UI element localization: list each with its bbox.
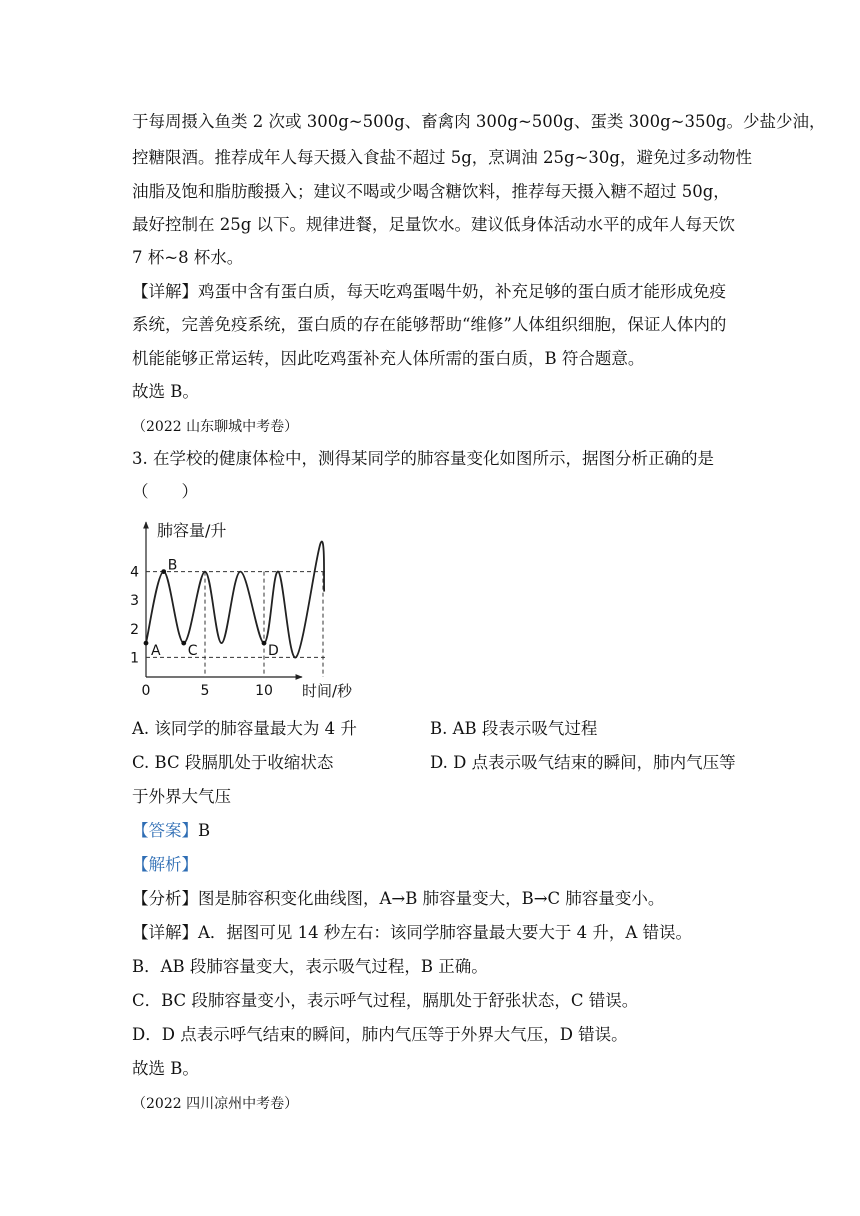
source-line-1: （2022 山东聊城中考卷） <box>132 419 299 435</box>
y-tick-4: 4 <box>130 564 139 581</box>
detail2-line-3: C．BC 段肺容量变小，表示呼气过程，膈肌处于舒张状态，C 错误。 <box>132 991 639 1010</box>
detail-line-2: 系统，完善免疫系统，蛋白质的存在能够帮助“维修”人体组织细胞，保证人体内的 <box>132 315 727 334</box>
point-label-d: D <box>268 643 279 660</box>
point-a <box>144 641 149 646</box>
y-tick-1: 1 <box>130 650 139 667</box>
intro-line-1: 于每周摄入鱼类 2 次或 300g~500g、畜禽肉 300g~500g、蛋类 300g~350g。少盐少油， <box>132 112 826 131</box>
intro-line-4: 最好控制在 25g 以下。规律进餐，足量饮水。建议低身体活动水平的成年人每天饮 <box>132 215 736 234</box>
question-stem: 3. 在学校的健康体检中，测得某同学的肺容量变化如图所示，据图分析正确的是 <box>132 449 714 468</box>
point-c <box>181 641 186 646</box>
x-tick-5: 5 <box>200 683 210 699</box>
intro-line-2: 控糖限酒。推荐成年人每天摄入食盐不超过 5g，烹调油 25g~30g，避免过多动物性 <box>132 148 752 167</box>
y-axis-label: 肺容量/升 <box>157 521 227 540</box>
y-tick-2: 2 <box>130 621 139 638</box>
detail-line-1: 【详解】鸡蛋中含有蛋白质，每天吃鸡蛋喝牛奶，补充足够的蛋白质才能形成免疫 <box>132 282 726 301</box>
point-d <box>262 641 267 646</box>
choose-line-2: 故选 B。 <box>132 1059 199 1078</box>
option-c: C. BC 段膈肌处于收缩状态 <box>132 753 334 772</box>
source-line-2: （2022 四川凉州中考卷） <box>132 1096 299 1112</box>
answer-line <box>132 820 210 842</box>
answer-tag: 【答案】 <box>132 821 198 840</box>
point-label-a: A <box>151 643 161 660</box>
question-paren: （ ） <box>132 482 198 501</box>
x-axis-label: 时间/秒 <box>302 682 353 700</box>
x-tick-10: 10 <box>255 683 273 699</box>
option-d-continued: 于外界大气压 <box>132 787 231 806</box>
x-tick-0: 0 <box>141 683 151 699</box>
option-a: A. 该同学的肺容量最大为 4 升 <box>132 719 357 738</box>
intro-line-5: 7 杯~8 杯水。 <box>132 248 244 267</box>
detail2-line-4: D．D 点表示呼气结束的瞬间，肺内气压等于外界大气压，D 错误。 <box>132 1025 628 1044</box>
option-b: B. AB 段表示吸气过程 <box>430 719 598 738</box>
option-d: D. D 点表示吸气结束的瞬间，肺内气压等 <box>430 753 736 772</box>
choose-line-1: 故选 B。 <box>132 382 199 401</box>
lung-volume-chart <box>128 515 378 705</box>
tick-labels <box>130 565 273 699</box>
y-tick-3: 3 <box>130 593 139 610</box>
point-label-b: B <box>167 557 178 574</box>
intro-line-3: 油脂及饱和脂肪酸摄入；建议不喝或少喝含糖饮料，推荐每天摄入糖不超过 50g， <box>132 182 730 201</box>
detail2-line-1: 【详解】A．据图可见 14 秒左右：该同学肺容量最大要大于 4 升，A 错误。 <box>132 923 693 942</box>
point-b <box>161 569 166 574</box>
labeled-points <box>144 558 279 660</box>
detail2-line-2: B．AB 段肺容量变大，表示吸气过程，B 正确。 <box>132 957 488 976</box>
detail-line-3: 机能能够正常运转，因此吃鸡蛋补充人体所需的蛋白质，B 符合题意。 <box>132 349 645 368</box>
dashed-guides <box>146 572 325 677</box>
analysis-line: 【分析】图是肺容积变化曲线图，A→B 肺容量变大，B→C 肺容量变小。 <box>132 889 665 908</box>
analysis-tag: 【解析】 <box>132 855 198 874</box>
answer-value: B <box>198 821 211 840</box>
point-label-c: C <box>187 643 198 660</box>
